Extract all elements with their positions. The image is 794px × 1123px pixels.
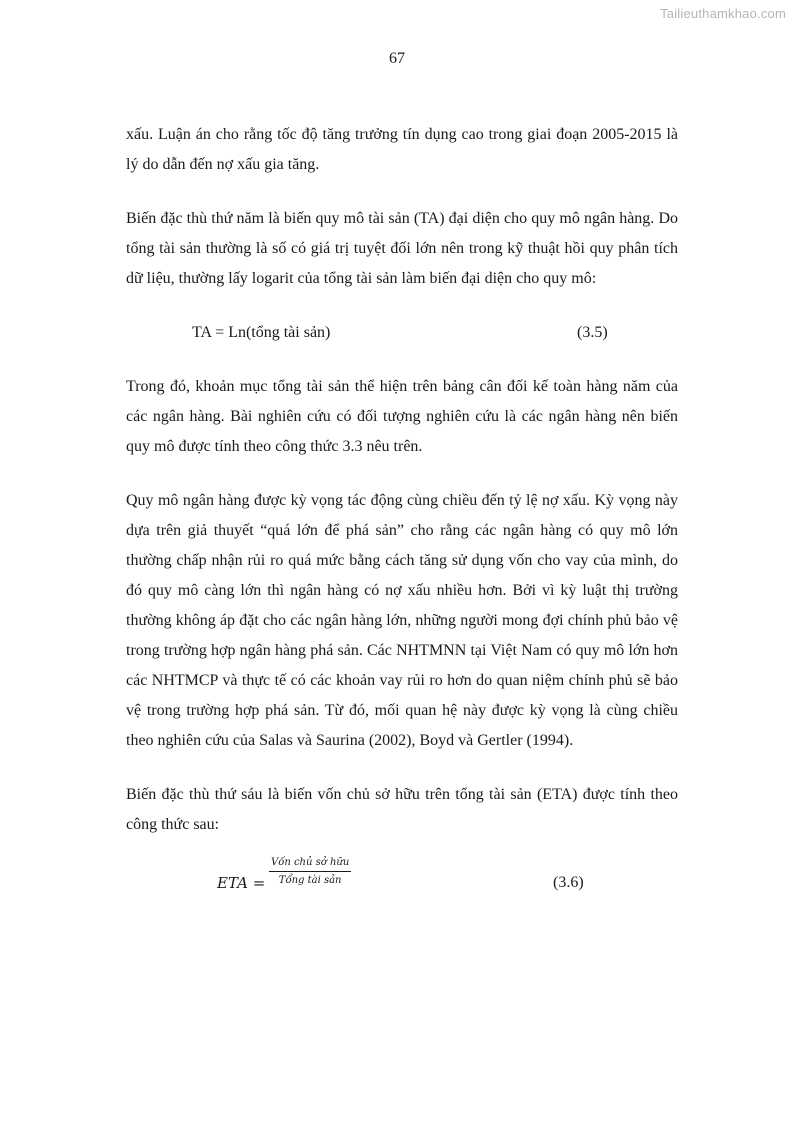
equation-3-5-expression: TA = Ln(tổng tài sản) xyxy=(192,324,331,341)
watermark-text: Tailieuthamkhao.com xyxy=(660,6,786,21)
paragraph-continuation: xấu. Luận án cho rằng tốc độ tăng trưởng tín dụng cao trong giai đoạn 2005-2015 là lý do dẫn đến nợ xấu gia tăng. xyxy=(126,126,678,173)
equation-3-6 xyxy=(126,856,678,906)
paragraph-eta-variable: Biến đặc thù thứ sáu là biến vốn chủ sở hữu trên tổng tài sản (ETA) được tính theo công thức sau: xyxy=(126,786,678,833)
equation-3-6-number: (3.6) xyxy=(553,874,584,891)
paragraph-total-assets-definition: Trong đó, khoản mục tổng tài sản thể hiện trên bảng cân đối kế toàn hàng năm của các ngân hàng. Bài nghiên cứu có đối tượng nghiên cứu là các ngân hàng nên biến quy mô được tính theo công thức 3.3 nêu trên. xyxy=(126,378,678,455)
fraction-numerator: Vốn chủ sở hữu xyxy=(269,856,351,872)
page-number: 67 xyxy=(389,50,405,67)
body-text xyxy=(126,120,678,906)
paragraph-asset-size-variable: Biến đặc thù thứ năm là biến quy mô tài sản (TA) đại diện cho quy mô ngân hàng. Do tổng tài sản thường là số có giá trị tuyệt đối lớn nên trong kỹ thuật hồi quy phân tích dữ liệu, thường lấy logarit của tổng tài sản làm biến đại diện cho quy mô: xyxy=(126,210,678,287)
equation-3-6-fraction xyxy=(269,856,351,888)
equation-3-5-number: (3.5) xyxy=(577,324,608,341)
equation-3-5 xyxy=(126,318,678,348)
fraction-denominator: Tổng tài sản xyxy=(278,875,342,886)
paragraph-size-expectation: Quy mô ngân hàng được kỳ vọng tác động cùng chiều đến tỷ lệ nợ xấu. Kỳ vọng này dựa trên giả thuyết “quá lớn để phá sản” cho rằng các ngân hàng có quy mô lớn thường chấp nhận rủi ro quá mức bằng cách tăng sử dụng vốn cho vay của mình, do đó quy mô càng lớn thì ngân hàng có nợ xấu nhiều hơn. Bởi vì kỳ luật thị trường thường không áp đặt cho các ngân hàng lớn, những người mong đợi chính phủ bảo vệ trong trường hợp ngân hàng phá sản. Các NHTMNN tại Việt Nam có quy mô lớn hơn các NHTMCP và thực tế có các khoản vay rủi ro hơn do quan niệm chính phủ sẽ bảo vệ trong trường hợp phá sản. Từ đó, mối quan hệ này được kỳ vọng là cùng chiều theo nghiên cứu của Salas và Saurina (2002), Boyd và Gertler (1994). xyxy=(126,492,678,749)
equation-3-6-lhs: ETA = xyxy=(217,874,266,892)
